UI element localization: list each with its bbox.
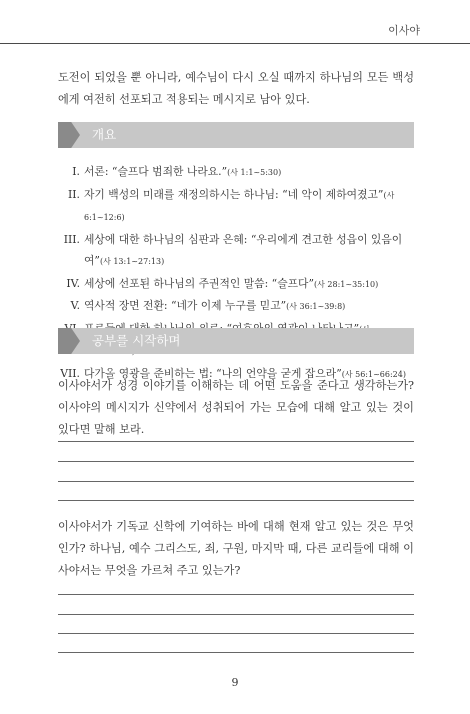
outline-text: 세상에 대한 하나님의 심판과 은혜: “우리에게 견고한 성읍이 있음이여” — [84, 232, 403, 267]
arrow-icon — [58, 122, 80, 148]
outline-text: 역사적 장면 전환: “네가 이제 누구를 믿고” — [84, 299, 287, 312]
outline-item — [58, 184, 420, 229]
outline-reference: (사 56:1~66:24) — [341, 369, 406, 379]
question-paragraph-1: 이사야서가 성경 이야기를 이해하는 데 어떤 도움을 준다고 생각하는가? 이사야의 메시지가 신약에서 성취되어 가는 모습에 대해 알고 있는 것이 있다면 말해 보라. — [58, 379, 414, 436]
answer-line[interactable] — [58, 594, 414, 595]
outline-text: 다가올 영광을 준비하는 법: “나의 언약을 굳게 잡으라” — [84, 366, 342, 380]
header-rule — [0, 43, 470, 44]
answer-line[interactable] — [58, 461, 414, 462]
answer-line[interactable] — [58, 633, 414, 634]
outline-number: IV. — [66, 276, 80, 290]
answer-line[interactable] — [58, 500, 414, 501]
outline-reference: (사 13:1~27:13) — [99, 257, 165, 266]
outline-number: VII. — [60, 366, 80, 380]
answer-line[interactable] — [58, 652, 414, 653]
section-title-getting-started: 공부를 시작하며 — [92, 333, 181, 348]
page-number: 9 — [231, 676, 239, 689]
section-bar-getting-started — [58, 328, 414, 354]
outline-text: 세상에 선포된 하나님의 주권적인 말씀: “슬프다” — [84, 276, 315, 290]
outline-text: 자기 백성의 미래를 재정의하시는 하나님: “네 악이 제하여졌고” — [84, 187, 384, 201]
outline-reference: (사 36:1~39:8) — [286, 302, 346, 311]
answer-line[interactable] — [58, 441, 414, 442]
outline-item — [58, 273, 420, 296]
outline-item — [58, 295, 420, 318]
outline-number: II. — [68, 187, 80, 201]
intro-paragraph: 도전이 되었을 뿐 아니라, 예수님이 다시 오실 때까지 하나님의 모든 백성에게 여전히 선포되고 적용되는 메시지로 남아 있다. — [58, 71, 414, 106]
arrow-icon — [58, 328, 80, 354]
question-paragraph-2: 이사야서가 기독교 신학에 기여하는 바에 대해 현재 알고 있는 것은 무엇인가? 하나님, 예수 그리스도, 죄, 구원, 마지막 때, 다른 교리들에 대해 이사야서는 무엇을 가르쳐 주고 있는가? — [58, 520, 414, 577]
section-bar-overview — [58, 122, 414, 148]
outline-number: I. — [72, 165, 80, 178]
outline-number: III. — [63, 232, 80, 246]
outline-reference: (사 6:1~12:6) — [84, 190, 395, 222]
outline-text: 서론: “슬프다 범죄한 나라요.” — [84, 165, 228, 178]
outline-item — [58, 161, 420, 184]
answer-line[interactable] — [58, 481, 414, 482]
answer-line[interactable] — [58, 614, 414, 615]
outline-reference: (사 28:1~35:10) — [314, 279, 379, 289]
outline-reference: (사 1:1~5:30) — [227, 168, 282, 177]
outline-number: V. — [70, 299, 80, 312]
outline-item — [58, 229, 420, 273]
section-title-overview: 개요 — [92, 127, 117, 142]
running-head: 이사야 — [388, 24, 420, 37]
